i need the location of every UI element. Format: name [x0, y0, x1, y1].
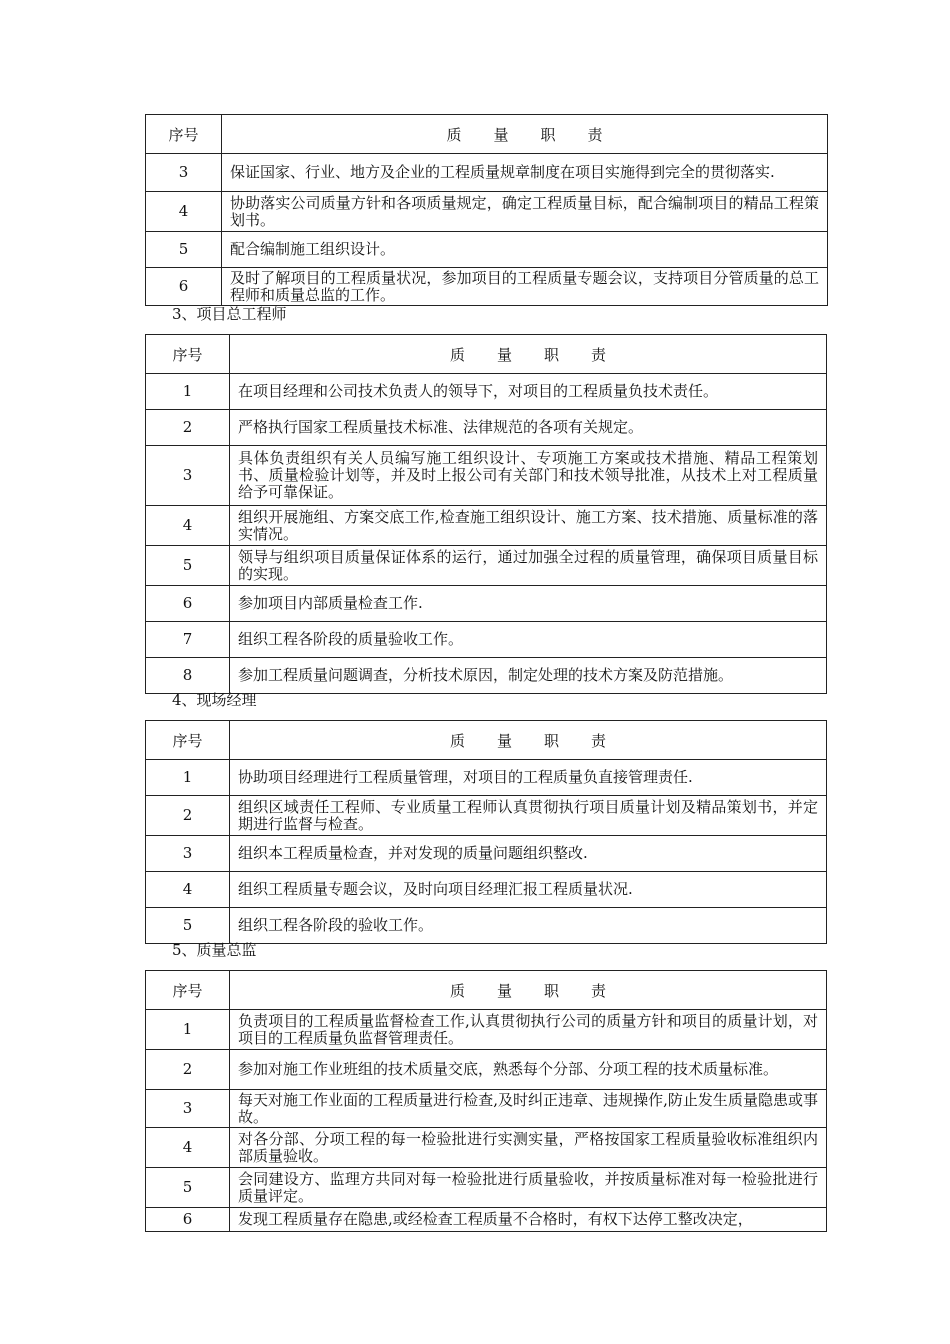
table-header-row [146, 971, 827, 1010]
row-text: 每天对施工作业面的工程质量进行检查,及时纠正违章、违规操作,防止发生质量隐患或事故。 [230, 1090, 827, 1128]
row-text: 组织工程各阶段的质量验收工作。 [230, 622, 827, 658]
seq-header: 序号 [146, 721, 230, 760]
table-row [146, 546, 827, 586]
table-row [146, 1128, 827, 1168]
row-text: 保证国家、行业、地方及企业的工程质量规章制度在项目实施得到完全的贯彻落实. [222, 154, 828, 192]
table-header-row [146, 335, 827, 374]
table-row [146, 872, 827, 908]
seq-header: 序号 [146, 971, 230, 1010]
row-text: 参加工程质量问题调查，分析技术原因，制定处理的技术方案及防范措施。 [230, 658, 827, 694]
row-number: 3 [146, 1090, 230, 1128]
row-text: 组织开展施组、方案交底工作,检查施工组织设计、施工方案、技术措施、质量标准的落实情况。 [230, 506, 827, 546]
row-text: 组织本工程质量检查，并对发现的质量问题组织整改. [230, 836, 827, 872]
row-number: 2 [146, 796, 230, 836]
table-row [146, 1010, 827, 1050]
table-row [146, 192, 828, 232]
row-number: 8 [146, 658, 230, 694]
row-text: 组织工程各阶段的验收工作。 [230, 908, 827, 944]
table-row [146, 1090, 827, 1128]
row-text: 协助落实公司质量方针和各项质量规定，确定工程质量目标，配合编制项目的精品工程策划书。 [222, 192, 828, 232]
table-header-row [146, 721, 827, 760]
row-number: 4 [146, 192, 222, 232]
row-text: 配合编制施工组织设计。 [222, 232, 828, 268]
table-row [146, 374, 827, 410]
row-text: 会同建设方、监理方共同对每一检验批进行质量验收，并按质量标准对每一检验批进行质量评定。 [230, 1168, 827, 1208]
row-number: 5 [146, 546, 230, 586]
table-row [146, 1050, 827, 1090]
seq-header: 序号 [146, 335, 230, 374]
row-number: 3 [146, 446, 230, 506]
seq-header: 序号 [146, 115, 222, 154]
table-row [146, 232, 828, 268]
duty-header: 质 量 职 责 [230, 971, 827, 1010]
row-text: 负责项目的工程质量监督检查工作,认真贯彻执行公司的质量方针和项目的质量计划，对项目的工程质量负监督管理责任。 [230, 1010, 827, 1050]
row-number: 2 [146, 1050, 230, 1090]
section-heading: 5、质量总监 [172, 941, 257, 959]
duty-table-3 [145, 720, 827, 944]
row-number: 5 [146, 1168, 230, 1208]
row-number: 1 [146, 374, 230, 410]
table-row [146, 760, 827, 796]
table-row [146, 506, 827, 546]
row-number: 6 [146, 1208, 230, 1232]
table-row [146, 796, 827, 836]
duty-table-2 [145, 334, 827, 694]
row-number: 4 [146, 1128, 230, 1168]
row-text: 领导与组织项目质量保证体系的运行，通过加强全过程的质量管理，确保项目质量目标的实现。 [230, 546, 827, 586]
table-row [146, 1168, 827, 1208]
section-heading: 4、现场经理 [172, 691, 257, 709]
table-row [146, 410, 827, 446]
table-row [146, 622, 827, 658]
table-row [146, 586, 827, 622]
row-number: 5 [146, 232, 222, 268]
row-text: 具体负责组织有关人员编写施工组织设计、专项施工方案或技术措施、精品工程策划书、质量检验计划等，并及时上报公司有关部门和技术领导批准，从技术上对工程质量给予可靠保证。 [230, 446, 827, 506]
table-header-row [146, 115, 828, 154]
table-row [146, 1208, 827, 1232]
row-text: 严格执行国家工程质量技术标准、法律规范的各项有关规定。 [230, 410, 827, 446]
row-text: 组织区域责任工程师、专业质量工程师认真贯彻执行项目质量计划及精品策划书，并定期进行监督与检查。 [230, 796, 827, 836]
row-number: 3 [146, 836, 230, 872]
row-text: 对各分部、分项工程的每一检验批进行实测实量，严格按国家工程质量验收标准组织内部质量验收。 [230, 1128, 827, 1168]
row-number: 4 [146, 872, 230, 908]
row-number: 6 [146, 586, 230, 622]
row-text: 组织工程质量专题会议，及时向项目经理汇报工程质量状况. [230, 872, 827, 908]
duty-header: 质 量 职 责 [230, 335, 827, 374]
duty-header: 质 量 职 责 [222, 115, 828, 154]
row-number: 2 [146, 410, 230, 446]
row-number: 4 [146, 506, 230, 546]
row-number: 3 [146, 154, 222, 192]
row-text: 及时了解项目的工程质量状况，参加项目的工程质量专题会议，支持项目分管质量的总工程师和质量总监的工作。 [222, 268, 828, 306]
row-text: 参加项目内部质量检查工作. [230, 586, 827, 622]
row-number: 6 [146, 268, 222, 306]
duty-table-1 [145, 114, 828, 306]
row-text: 协助项目经理进行工程质量管理，对项目的工程质量负直接管理责任. [230, 760, 827, 796]
table-row [146, 446, 827, 506]
table-row [146, 908, 827, 944]
table-row [146, 154, 828, 192]
row-number: 1 [146, 1010, 230, 1050]
row-number: 7 [146, 622, 230, 658]
row-number: 5 [146, 908, 230, 944]
duty-header: 质 量 职 责 [230, 721, 827, 760]
section-heading: 3、项目总工程师 [172, 305, 287, 323]
table-row [146, 658, 827, 694]
duty-table-4 [145, 970, 827, 1232]
table-row [146, 836, 827, 872]
row-text: 在项目经理和公司技术负责人的领导下，对项目的工程质量负技术责任。 [230, 374, 827, 410]
table-row [146, 268, 828, 306]
row-text: 发现工程质量存在隐患,或经检查工程质量不合格时，有权下达停工整改决定， [230, 1208, 827, 1232]
row-number: 1 [146, 760, 230, 796]
row-text: 参加对施工作业班组的技术质量交底，熟悉每个分部、分项工程的技术质量标准。 [230, 1050, 827, 1090]
